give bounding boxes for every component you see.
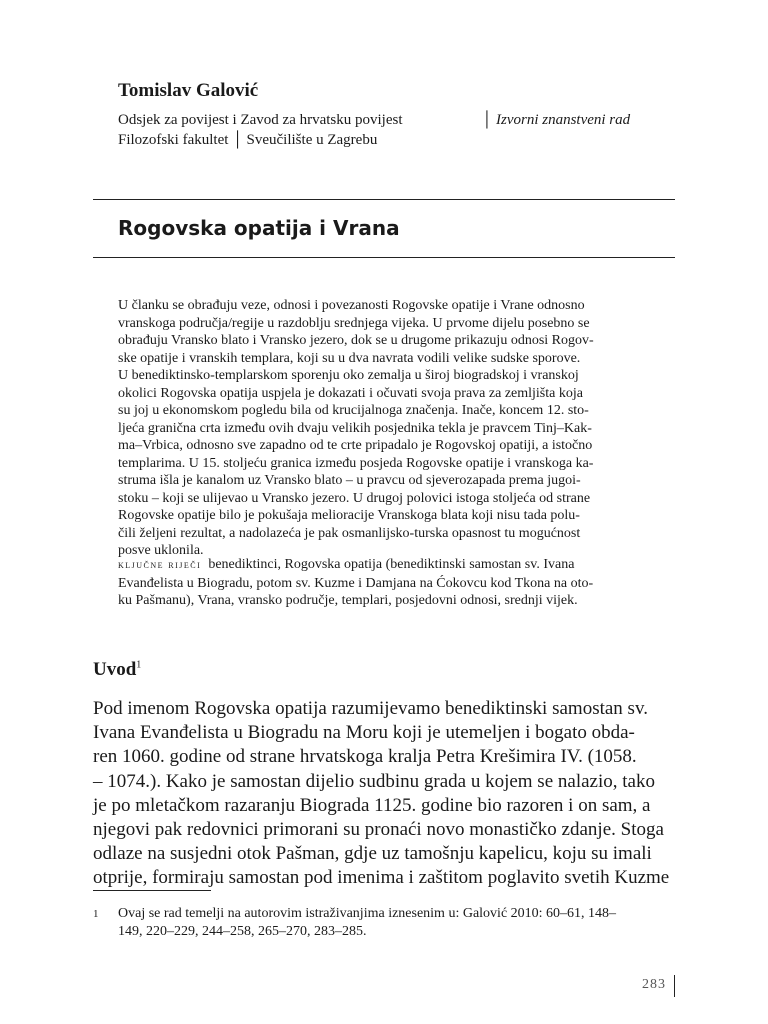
body-line: – 1074.). Kako je samostan dijelio sudbinu grada u kojem se nalazio, tako [93, 770, 655, 792]
body-text [93, 697, 675, 891]
keywords-label: ključne riječi [118, 559, 202, 571]
abstract-line: Rogovske opatije bilo je pokušaja melioracije Vranskoga blata koji nisu tada polu- [118, 508, 580, 523]
footnote-number: 1 [93, 908, 99, 920]
body-line: njegovi pak redovnici primorani su pronaći novo monastičko zdanje. Stoga [93, 819, 664, 841]
abstract-line: U benediktinsko-templarskom sporenju oko zemalja u široj biogradskoj i vranskoj [118, 368, 579, 383]
abstract-line: obrađuju Vransko blato i Vransko jezero, dok se u drugome prikazuju odnosi Rogov- [118, 333, 594, 348]
abstract-line: vranskoga područja/regije u razdoblju srednjega vijeka. U prvome dijelu posebno se [118, 315, 590, 331]
keywords-line [118, 556, 651, 575]
author-affiliation [118, 110, 403, 150]
footnote-reference[interactable]: 1 [136, 659, 142, 671]
abstract-line: su joj u ekonomskom pogledu bila od krucijalnoga značenja. Inače, koncem 12. sto- [118, 403, 589, 418]
section-heading-text: Uvod [93, 659, 137, 680]
page-number: 283 [642, 977, 666, 992]
abstract-line: ske opatije i vranskih templara, koji su u dva navrata vodili velike sudske sporove. [118, 350, 581, 366]
section-heading [93, 659, 141, 681]
body-line: ren 1060. godine od strane hrvatskoga kralja Petra Krešimira IV. (1058. [93, 746, 637, 768]
keywords-line: ku Pašmanu), Vrana, vransko područje, templari, posjedovni odnosi, srednji vijek. [118, 593, 578, 608]
abstract-line: U članku se obrađuju veze, odnosi i povezanosti Rogovske opatije i Vrane odnosno [118, 298, 585, 313]
body-line: odlaze na susjedni otok Pašman, gdje uz tamošnju kapelicu, koju su imali [93, 843, 652, 865]
body-line: otprije, formiraju samostan pod imenima i zaštitom poglavito svetih Kuzme [93, 867, 670, 889]
keywords [118, 556, 651, 610]
keywords-line: Evanđelista u Biogradu, potom sv. Kuzme i Damjana na Ćokovcu kod Tkona na oto- [118, 575, 594, 591]
affiliation-line: Odsjek za povijest i Zavod za hrvatsku povijest [118, 112, 403, 128]
abstract-line: stoku – koji se ulijevao u Vransko jezero. U drugoj polovici istoga stoljeća od strane [118, 490, 591, 506]
article-title: Rogovska opatija i Vrana [118, 216, 400, 240]
abstract [118, 297, 651, 560]
abstract-line: templarima. U 15. stoljeću granica između posjeda Rogovske opatije i vranskoga ka- [118, 455, 594, 471]
affiliation-line: Filozofski fakultet │ Sveučilište u Zagrebu [118, 132, 378, 148]
footnote-text [118, 905, 675, 941]
abstract-line: ljeća granična crta između ovih dvaju velikih posjednika tekla je pravcem Tinj–Kak- [118, 420, 592, 436]
author-name: Tomislav Galović [118, 80, 259, 101]
footnote-rule [93, 890, 211, 891]
abstract-line: struma išla je kanalom uz Vransko blato – u pravcu od sjeverozapada prema jugoi- [118, 473, 581, 488]
title-rule-bottom [93, 257, 675, 258]
body-line: Ivana Evanđelista u Biogradu na Moru koji je utemeljen i bogato obda- [93, 722, 635, 744]
body-line: Pod imenom Rogovska opatija razumijevamo benediktinski samostan sv. [93, 698, 648, 719]
abstract-line: čili željeni rezultat, a nadolazeća je pak osmanlijsko-turska opasnost tu mogućnost [118, 525, 581, 541]
footnote-line: Ovaj se rad temelji na autorovim istraživanjima iznesenim u: Galović 2010: 60–61, 148– [118, 906, 617, 921]
title-rule-top [93, 199, 675, 200]
abstract-line: ma–Vrbica, odnosno sve zapadno od te crte pripadalo je Rogovskoj opatiji, a istočno [118, 438, 593, 453]
page-number-bar [674, 975, 675, 997]
footnote-line: 149, 220–229, 244–258, 265–270, 283–285. [118, 924, 367, 939]
abstract-line: okolici Rogovska opatija uspjela je dokazati i očuvati svoja prava za zemljišta koja [118, 385, 583, 401]
article-type: │ Izvorni znanstveni rad [483, 112, 631, 128]
body-line: je po mletačkom razaranju Biograda 1125. godine bio razoren i on sam, a [93, 794, 651, 816]
keywords-text: benediktinci, Rogovska opatija (benediktinski samostan sv. Ivana [208, 557, 575, 572]
abstract-line: posve uklonila. [118, 543, 204, 558]
